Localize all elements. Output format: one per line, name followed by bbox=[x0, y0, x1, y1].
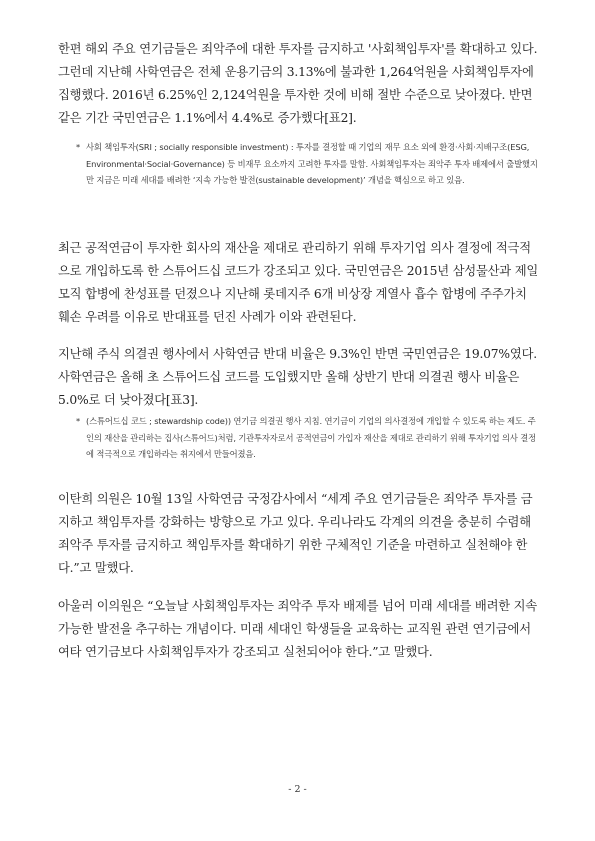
footnote-sri bbox=[76, 139, 541, 189]
footnote-text: 사회 책임투자(SRI ; socially responsible investment) : 투자를 결정할 때 기업의 재무 요소 외에 환경·사회·지배구조(ESG, Environmental·Social·Governance) 등 비재무 요소까지 고려한 투자를 말함. 사회책임투자는 죄악주 투자 배제에서 출발했지만 지금은 미래 세대를 배려한 ‘지속 가능한 발전(sustainable development)’ 개념을 핵심으로 하고 있음. bbox=[86, 142, 538, 185]
paragraph-lawmaker-quote-1: 이탄희 의원은 10월 13일 사학연금 국정감사에서 “세계 주요 연기금들은 죄악주 투자를 금지하고 책임투자를 강화하는 방향으로 가고 있다. 우리나라도 각계의 의견을 충분히 수렴해 죄악주 투자를 금지하고 책임투자를 확대하기 위한 구체적인 기준을 마련하고 실천해야 한다.”고 말했다. bbox=[58, 492, 533, 575]
paragraph-stewardship-code: 최근 공적연금이 투자한 회사의 재산을 제대로 관리하기 위해 투자기업 의사 결정에 적극적으로 개입하도록 한 스튜어드십 코드가 강조되고 있다. 국민연금은 2015년 삼성물산과 제일모직 합병에 찬성표를 던졌으나 지난해 롯데지주 6개 비상장 계열사 흡수 합병에 주주가치 훼손 우려를 이유로 반대표를 던진 사례가 이와 관련된다. bbox=[58, 241, 539, 324]
footnote-mark: * bbox=[76, 142, 80, 152]
footnote-stewardship bbox=[76, 413, 541, 463]
footnote-mark: * bbox=[76, 416, 80, 426]
paragraph-sri-overview: 한편 해외 주요 연기금들은 죄악주에 대한 투자를 금지하고 '사회책임투자'를 확대하고 있다. 그런데 지난해 사학연금은 전체 운용기금의 3.13%에 불과한 1,264억원을 사회책임투자에 집행했다. 2016년 6.25%인 2,124억원을 투자한 것에 비해 절반 수준으로 낮아졌다. 반면 같은 기간 국민연금은 1.1%에서 4.4%로 증가했다[표2]. bbox=[58, 42, 538, 125]
paragraph-lawmaker-quote-2: 아울러 이의원은 “오늘날 사회책임투자는 죄악주 투자 배제를 넘어 미래 세대를 배려한 지속 가능한 발전을 추구하는 개념이다. 미래 세대인 학생들을 교육하는 교직원 관련 연기금에서 여타 연기금보다 사회책임투자가 강조되고 실천되어야 한다.”고 말했다. bbox=[58, 599, 537, 659]
paragraph-voting-rights: 지난해 주식 의결권 행사에서 사학연금 반대 비율은 9.3%인 반면 국민연금은 19.07%였다. 사학연금은 올해 초 스튜어드십 코드를 도입했지만 올해 상반기 반대 의결권 행사 비율은 5.0%로 더 낮아졌다[표3]. bbox=[58, 347, 537, 407]
footnote-text: (스튜어드십 코드 ; stewardship code)) 연기금 의결권 행사 지침. 연기금이 기업의 의사결정에 개입할 수 있도록 하는 제도. 주인의 재산을 관리하는 집사(스튜어드)처럼, 기관투자자로서 공적연금이 가입자 재산을 제대로 관리하기 위해 투자기업 의사 결정에 적극적으로 개입하라는 취지에서 만들어졌음. bbox=[86, 416, 536, 459]
page-number: - 2 - bbox=[288, 784, 307, 795]
